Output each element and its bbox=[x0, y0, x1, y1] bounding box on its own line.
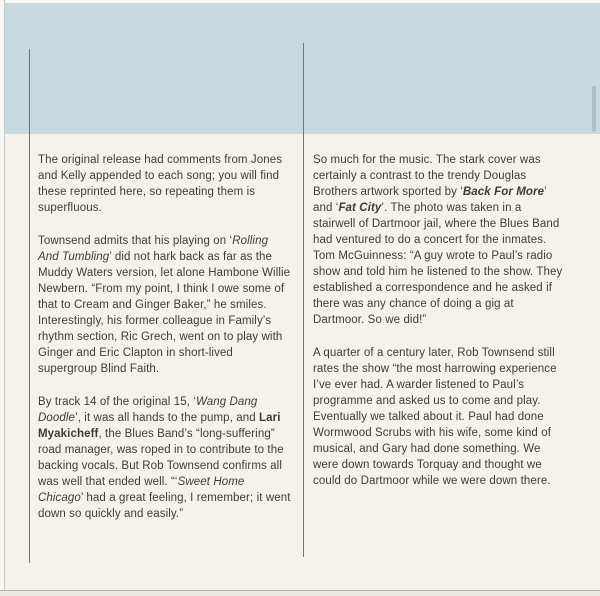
text-run: Wang Dang Doodle bbox=[38, 396, 258, 424]
text-run: The original release had comments from Jones and Kelly appended to each song; you will find these reprinted here, so repeating them is superfluous. bbox=[38, 154, 283, 214]
text-run: , the Blues Band’s “long-suffering” road manager, was roped in to contribute to the backing vocals. But Rob Townsend confirms all was well that ended well. “‘ bbox=[38, 428, 284, 488]
text-run: By track 14 of the original 15, ‘ bbox=[38, 396, 196, 408]
left-column-text bbox=[38, 152, 291, 539]
text-run: ’. The photo was taken in a stairwell of Dartmoor jail, where the Blues Band had ventured to do a concert for the inmates. Tom McGuinness: “A guy wrote to Paul’s radio show and told him he listened to the show. They established a correspondence and he asked if there was any chance of doing a gig at Dartmoor. So we did!” bbox=[313, 202, 563, 326]
paragraph bbox=[313, 152, 565, 328]
header-color-band bbox=[0, 0, 600, 134]
text-run: So much for the music. The stark cover was certainly a contrast to the trendy Douglas Brothers artwork sported by ‘ bbox=[313, 154, 541, 198]
text-run: A quarter of a century later, Rob Townsend still rates the show “the most harrowing experience I’ve ever had. A warder listened to Paul’s programme and asked us to come and play. Eventually we talked about it. Paul had done Wormwood Scrubs with his wife, some kind of musical, and Gary had done something. We were down towards Torquay and thought we could do Dartmoor while we were down there. bbox=[313, 347, 557, 487]
text-run: Townsend admits that his playing on ‘ bbox=[38, 235, 233, 247]
text-run: Back For More bbox=[462, 186, 545, 198]
paragraph bbox=[313, 345, 565, 489]
text-run: Lari Myakicheff bbox=[38, 412, 281, 440]
scan-edge-bottom bbox=[0, 590, 600, 596]
scan-edge-left bbox=[0, 0, 5, 596]
text-run: ’ had a great feeling, I remember; it went down so quickly and easily.” bbox=[38, 492, 291, 520]
paragraph bbox=[38, 233, 291, 377]
text-run: Rolling And Tumbling bbox=[38, 235, 269, 263]
left-margin-rule bbox=[29, 49, 30, 563]
right-column-text bbox=[313, 152, 565, 506]
scan-smudge bbox=[592, 86, 596, 132]
text-run: Fat City bbox=[338, 202, 382, 214]
scan-edge-top bbox=[0, 0, 600, 3]
text-run: ’ and ‘ bbox=[313, 186, 547, 214]
text-run: Sweet Home Chicago bbox=[38, 476, 245, 504]
paragraph bbox=[38, 152, 291, 216]
text-run: ’ did not hark back as far as the Muddy Waters version, let alone Hambone Willie Newbern. “From my point, I think I owe some of that to Cream and Ginger Baker,” he smiles. Interestingly, his former colleague in Family’s rhythm section, Ric Grech, went on to play with Ginger and Eric Clapton in short-lived supergroup Blind Faith. bbox=[38, 251, 291, 375]
paragraph bbox=[38, 394, 291, 522]
column-divider-rule bbox=[303, 43, 304, 557]
text-run: ’, it was all hands to the pump, and bbox=[75, 412, 260, 424]
